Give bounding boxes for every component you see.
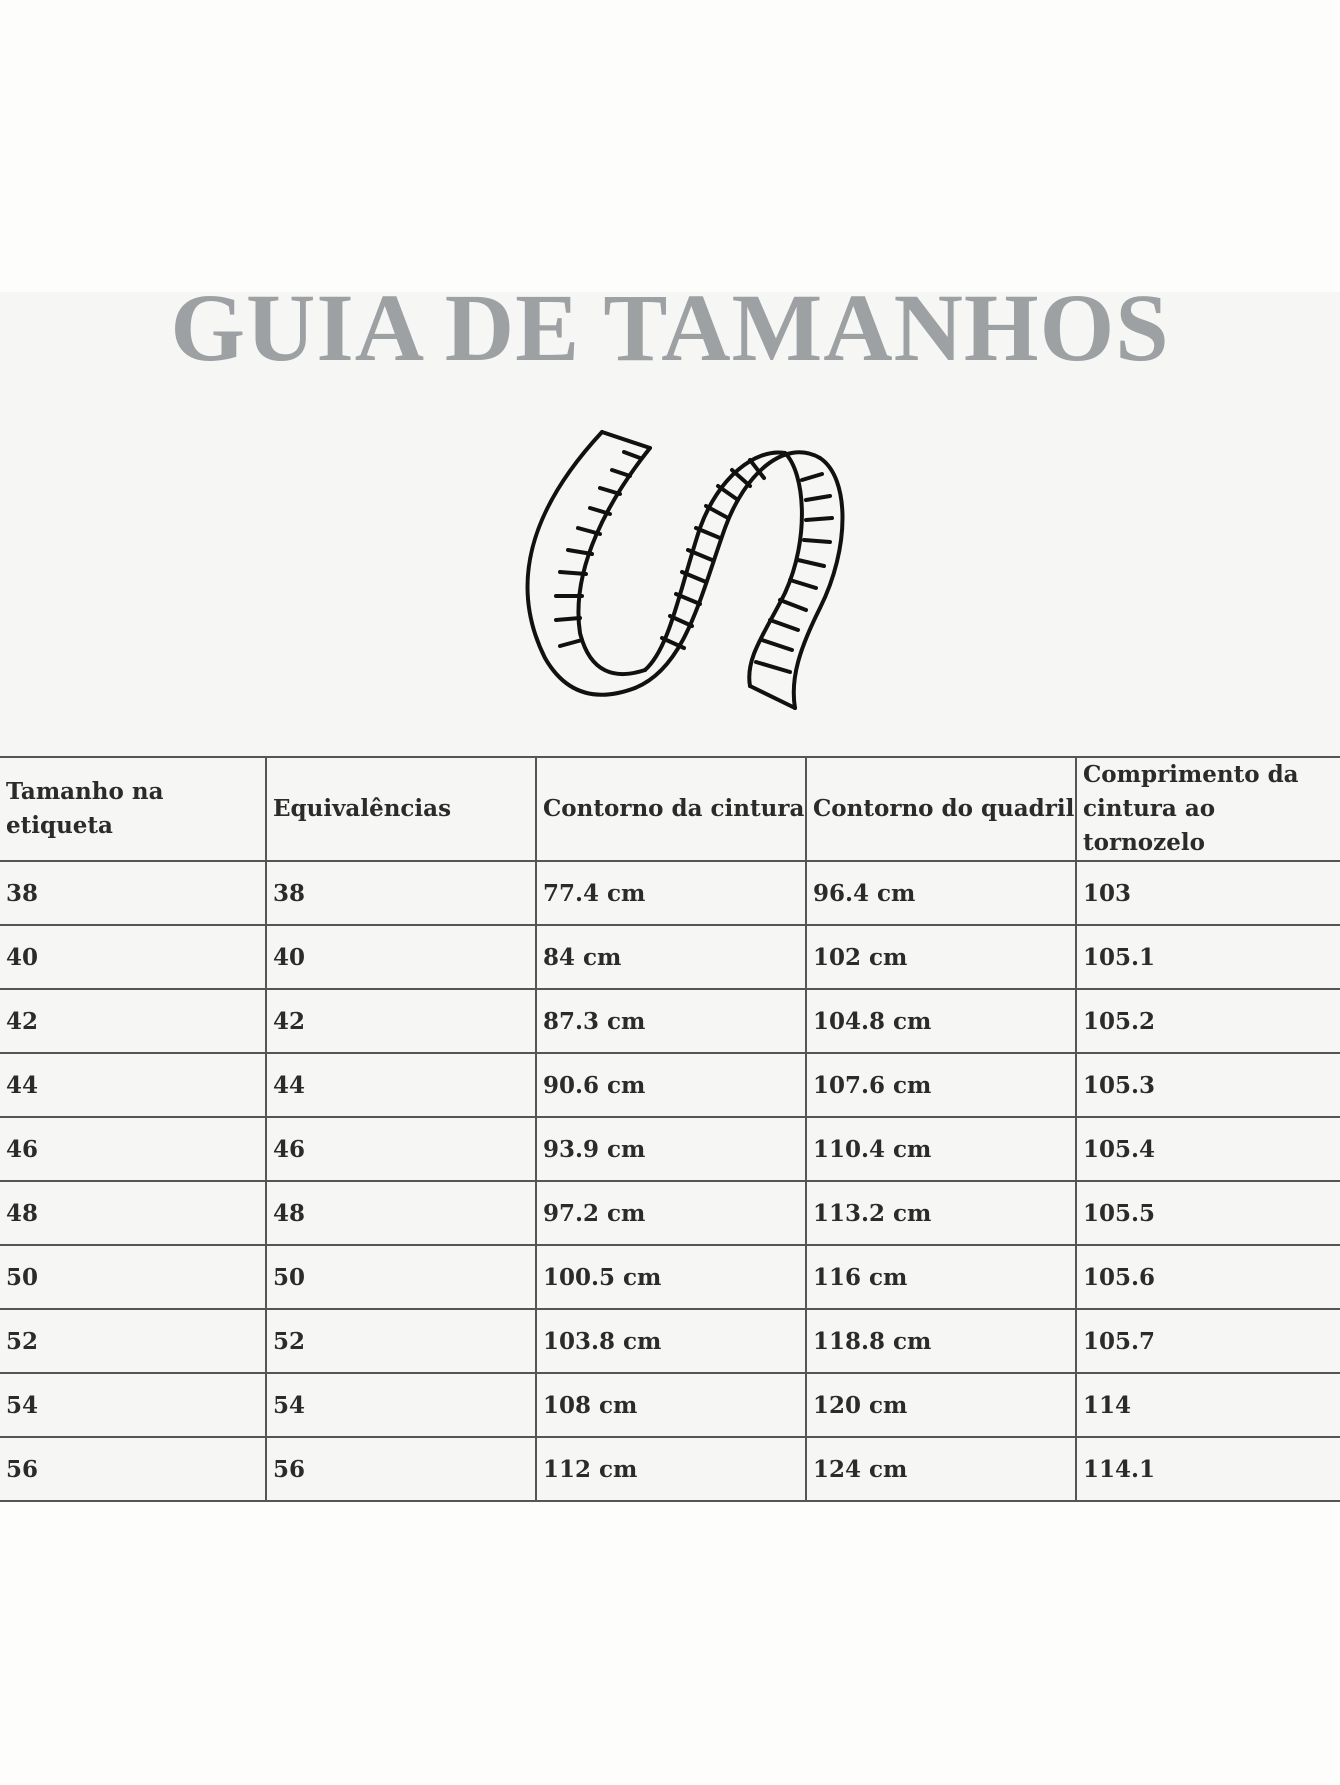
cell-waist: 112 cm bbox=[536, 1437, 806, 1501]
cell-length: 105.7 bbox=[1076, 1309, 1340, 1373]
header-waist: Contorno da cintura bbox=[536, 757, 806, 861]
cell-size: 52 bbox=[0, 1309, 266, 1373]
cell-length: 105.3 bbox=[1076, 1053, 1340, 1117]
cell-equivalence: 52 bbox=[266, 1309, 536, 1373]
size-table bbox=[0, 756, 1340, 1502]
cell-hip: 116 cm bbox=[806, 1245, 1076, 1309]
page-title: GUIA DE TAMANHOS bbox=[170, 274, 1170, 381]
table-row bbox=[0, 1373, 1340, 1437]
cell-size: 54 bbox=[0, 1373, 266, 1437]
cell-length: 114 bbox=[1076, 1373, 1340, 1437]
cell-waist: 103.8 cm bbox=[536, 1309, 806, 1373]
measuring-tape-icon bbox=[520, 418, 880, 728]
cell-length: 103 bbox=[1076, 861, 1340, 925]
table-row bbox=[0, 1309, 1340, 1373]
header-hip: Contorno do quadril bbox=[806, 757, 1076, 861]
table-row bbox=[0, 925, 1340, 989]
cell-equivalence: 48 bbox=[266, 1181, 536, 1245]
cell-waist: 87.3 cm bbox=[536, 989, 806, 1053]
cell-equivalence: 44 bbox=[266, 1053, 536, 1117]
table-row bbox=[0, 1053, 1340, 1117]
cell-length: 105.1 bbox=[1076, 925, 1340, 989]
cell-length: 105.4 bbox=[1076, 1117, 1340, 1181]
cell-equivalence: 42 bbox=[266, 989, 536, 1053]
cell-hip: 104.8 cm bbox=[806, 989, 1076, 1053]
cell-size: 42 bbox=[0, 989, 266, 1053]
cell-length: 114.1 bbox=[1076, 1437, 1340, 1501]
cell-size: 44 bbox=[0, 1053, 266, 1117]
cell-waist: 97.2 cm bbox=[536, 1181, 806, 1245]
cell-size: 50 bbox=[0, 1245, 266, 1309]
cell-hip: 120 cm bbox=[806, 1373, 1076, 1437]
table-row bbox=[0, 861, 1340, 925]
cell-size: 38 bbox=[0, 861, 266, 925]
cell-equivalence: 56 bbox=[266, 1437, 536, 1501]
cell-hip: 113.2 cm bbox=[806, 1181, 1076, 1245]
header-size-label: Tamanho na etiqueta bbox=[0, 757, 266, 861]
cell-waist: 93.9 cm bbox=[536, 1117, 806, 1181]
cell-waist: 77.4 cm bbox=[536, 861, 806, 925]
cell-hip: 102 cm bbox=[806, 925, 1076, 989]
cell-equivalence: 54 bbox=[266, 1373, 536, 1437]
cell-equivalence: 38 bbox=[266, 861, 536, 925]
cell-size: 46 bbox=[0, 1117, 266, 1181]
cell-length: 105.2 bbox=[1076, 989, 1340, 1053]
cell-size: 48 bbox=[0, 1181, 266, 1245]
cell-hip: 110.4 cm bbox=[806, 1117, 1076, 1181]
table-row bbox=[0, 1181, 1340, 1245]
table-row bbox=[0, 1437, 1340, 1501]
table-header-row bbox=[0, 757, 1340, 861]
table-row bbox=[0, 1245, 1340, 1309]
header-length: Comprimento da cintura ao tornozelo bbox=[1076, 757, 1340, 861]
cell-equivalence: 46 bbox=[266, 1117, 536, 1181]
cell-hip: 107.6 cm bbox=[806, 1053, 1076, 1117]
cell-size: 56 bbox=[0, 1437, 266, 1501]
cell-waist: 84 cm bbox=[536, 925, 806, 989]
cell-length: 105.5 bbox=[1076, 1181, 1340, 1245]
cell-waist: 108 cm bbox=[536, 1373, 806, 1437]
cell-size: 40 bbox=[0, 925, 266, 989]
cell-hip: 118.8 cm bbox=[806, 1309, 1076, 1373]
cell-waist: 100.5 cm bbox=[536, 1245, 806, 1309]
table-row bbox=[0, 1117, 1340, 1181]
cell-equivalence: 40 bbox=[266, 925, 536, 989]
cell-hip: 96.4 cm bbox=[806, 861, 1076, 925]
cell-equivalence: 50 bbox=[266, 1245, 536, 1309]
cell-length: 105.6 bbox=[1076, 1245, 1340, 1309]
table-row bbox=[0, 989, 1340, 1053]
header-equivalence: Equivalências bbox=[266, 757, 536, 861]
cell-hip: 124 cm bbox=[806, 1437, 1076, 1501]
cell-waist: 90.6 cm bbox=[536, 1053, 806, 1117]
